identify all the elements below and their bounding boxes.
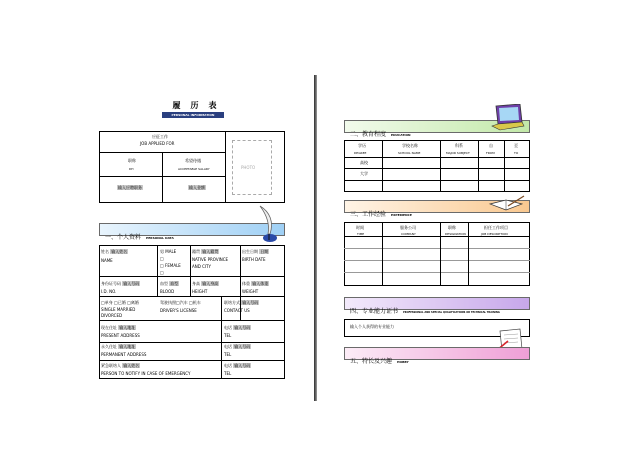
exp-h4-cn: 担任工作项目 — [484, 225, 508, 230]
laptop-icon — [490, 104, 526, 132]
exp-h3-en: DESIGNATION — [445, 232, 466, 236]
address-label-cn: 现在住址 输入地址 — [101, 325, 136, 330]
page-divider — [314, 75, 317, 401]
edu-h1-cn: 学历 — [358, 143, 366, 148]
name-label-en: NAME — [101, 258, 113, 263]
edu-h1-en: DEGREE — [354, 151, 367, 155]
license-checkboxes[interactable]: 驾驶执照□汽车 □机车 — [160, 300, 201, 305]
job-label-cn: 应征工作 — [152, 134, 168, 139]
birth-label-cn: 出生日期 日期 — [242, 249, 269, 254]
height-input[interactable]: 输入身高 — [202, 281, 219, 286]
tel2-label-cn: 电话 输入号码 — [224, 344, 251, 349]
contact-label-cn: 联络方式 输入号码 — [224, 300, 259, 305]
edu-row-highschool: 高校 — [360, 160, 368, 165]
section-qualifications-cn: 四、专业能力证书 — [350, 308, 399, 315]
sex-female-checkbox[interactable]: □ — [160, 270, 164, 275]
exp-h3-cn: 职称 — [448, 225, 456, 230]
section-hobby-en: HOBBY — [397, 360, 409, 364]
section-hobby — [344, 347, 530, 365]
native-label-cn: 籍贯 输入籍贯 — [192, 249, 219, 254]
weight-label-en: WEIGHT — [242, 289, 259, 294]
tel2-input[interactable]: 输入号码 — [234, 344, 251, 349]
edu-h4-cn: 自 — [489, 143, 493, 148]
birth-input[interactable]: 日期 — [260, 249, 269, 254]
notebook-pen-icon — [488, 194, 526, 214]
birth-label-en: BIRTH DATE — [242, 257, 266, 262]
section-hobby-cn: 五、特长及兴趣 — [350, 358, 393, 365]
edu-h4-en: FROM — [486, 151, 495, 155]
tel1-label-cn: 电话 输入号码 — [224, 325, 251, 330]
edu-h5-cn: 至 — [514, 143, 518, 148]
quill-pen-icon — [256, 204, 280, 244]
blood-label-cn: 血型 血型 — [160, 281, 179, 286]
id-label-en: I.D. NO. — [101, 289, 117, 294]
permanent-label-en: PERMANENT ADDRESS — [101, 352, 147, 357]
permanent-input[interactable]: 输入地址 — [119, 344, 136, 349]
tel2-label-en: TEL — [224, 352, 232, 357]
id-input[interactable]: 输入号码 — [123, 281, 140, 286]
permanent-label-cn: 永久住址 输入地址 — [101, 344, 136, 349]
section-education-en: EDUCATION — [391, 133, 411, 137]
sex-male-checkbox[interactable]: □ — [160, 256, 164, 261]
sex-male-label[interactable]: 男 MALE — [160, 249, 177, 254]
emergency-label-cn: 紧急联络人 输入姓名 — [101, 363, 140, 368]
section-experience-cn: 三、工作经验 — [350, 211, 387, 218]
job-label-en: JOB APPLIED FOR — [140, 141, 175, 146]
edu-h3-cn: 科系 — [455, 143, 463, 148]
blood-input[interactable]: 血型 — [170, 281, 179, 286]
dh-label-en: DH — [129, 167, 134, 171]
resume-subtitle: PERSONAL INFORMATION — [162, 112, 224, 118]
tel3-label-en: TEL — [224, 371, 232, 376]
address-label-en: PRESENT ADDRESS — [101, 333, 140, 338]
position-input[interactable]: 输入应聘职务 — [118, 185, 142, 190]
native-label-en2: AND CITY — [192, 264, 211, 269]
qualifications-input[interactable]: 输入个人获得的专业能力 — [350, 324, 394, 329]
section-qualifications — [344, 297, 530, 315]
resume-title: 履 历 表 — [172, 101, 218, 110]
exp-h1-cn: 时间 — [356, 225, 364, 230]
name-label-cn: 姓名 输入姓名 — [101, 249, 128, 254]
section-personal-data-en: PERSONAL DATA — [146, 236, 174, 240]
edu-h2-cn: 学校名称 — [402, 143, 418, 148]
weight-input[interactable]: 输入体重 — [252, 281, 269, 286]
sex-female-label[interactable]: □ FEMALE — [160, 263, 181, 268]
section-qualifications-en: PROFESSIONAL AND SPECIAL QUALIFICATIONS OR TECHNICAL TRAINING — [403, 311, 500, 314]
native-input[interactable]: 输入籍贯 — [202, 249, 219, 254]
dh-label-cn: 职称 — [128, 158, 136, 163]
weight-label-cn: 体重 输入体重 — [242, 281, 269, 286]
edu-h5-en: TO — [514, 151, 519, 155]
edu-h2-en: SCHOOL NAME — [398, 151, 421, 155]
contact-label-en: CONTACT US — [224, 308, 250, 313]
exp-h1-en: TIME — [357, 232, 365, 236]
education-table — [344, 140, 530, 192]
section-experience-en: EXPERIENCE — [391, 213, 412, 217]
exp-h2-cn: 服务公司 — [400, 225, 416, 230]
id-label-cn: 身份证号码 输入号码 — [101, 281, 140, 286]
emergency-input[interactable]: 输入姓名 — [123, 363, 140, 368]
photo-label: PHOTO — [241, 165, 256, 170]
section-education-cn: 二、教育程度 — [350, 131, 387, 138]
marital-label-en2: DIVORCED — [101, 313, 123, 318]
salary-input[interactable]: 输入金额 — [189, 185, 205, 190]
section-personal-data-cn: 一、个人资料 — [105, 234, 142, 241]
marital-checkboxes[interactable]: □单身 □已婚 □离婚 — [101, 300, 139, 305]
edu-row-university: 大学 — [360, 171, 368, 176]
emergency-label-en: PERSON TO NOTIFY IN CASE OF EMERGENCY — [101, 371, 191, 376]
blood-label-en: BLOOD — [160, 289, 175, 294]
marital-label-en1: SINGLE MARRIED — [101, 307, 136, 312]
name-input[interactable]: 输入姓名 — [111, 249, 128, 254]
salary-label-en: ACCEPTABLE SALARY — [178, 167, 210, 171]
native-label-en1: NATIVE PROVINCE — [192, 257, 229, 262]
exp-h4-en: JOB DESCRIPTION — [481, 232, 508, 236]
tel1-input[interactable]: 输入号码 — [234, 325, 251, 330]
height-label-en: HEIGHT — [192, 289, 208, 294]
contact-input[interactable]: 输入号码 — [242, 300, 259, 305]
exp-h2-en: COMPANY — [401, 232, 416, 236]
height-label-cn: 身高 输入身高 — [192, 281, 219, 286]
tel3-label-cn: 电话 输入号码 — [224, 363, 251, 368]
salary-label-cn: 希望待遇 — [185, 158, 201, 163]
tel1-label-en: TEL — [224, 333, 232, 338]
tel3-input[interactable]: 输入号码 — [234, 363, 251, 368]
address-input[interactable]: 输入地址 — [119, 325, 136, 330]
edu-h3-en: MAJOR SUBJECT — [446, 151, 470, 155]
license-label-en: DRIVER'S LICENSE — [160, 308, 197, 313]
